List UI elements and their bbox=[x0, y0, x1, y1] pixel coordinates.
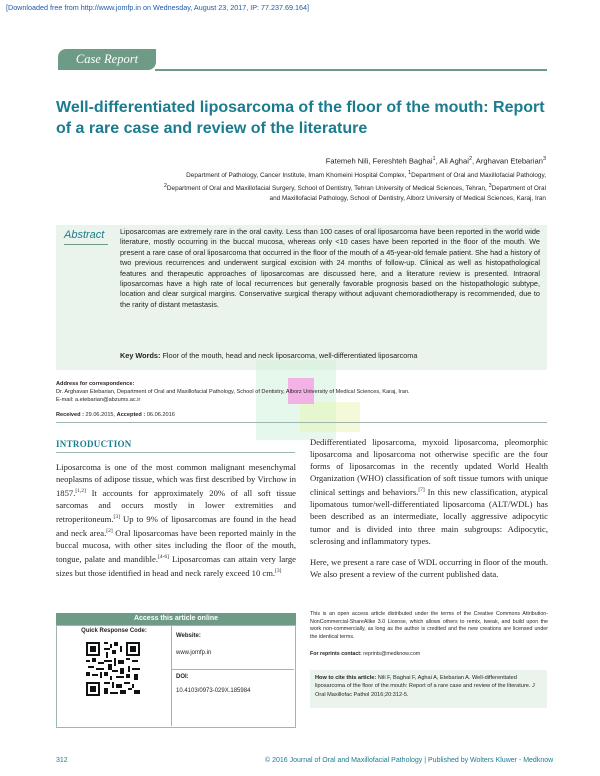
page-number: 312 bbox=[56, 757, 68, 764]
correspondence-label: Address for correspondence: bbox=[56, 381, 135, 387]
accepted-label: Accepted : bbox=[116, 412, 146, 418]
author-3-sup: 3 bbox=[542, 156, 546, 162]
right-paragraph-1 bbox=[310, 436, 548, 547]
header-rule bbox=[155, 69, 547, 71]
ref-4[interactable]: [4-6] bbox=[157, 554, 169, 561]
author-1-sup: 1 bbox=[432, 156, 436, 162]
author-list bbox=[60, 156, 546, 166]
website-link[interactable]: www.jomfp.in bbox=[176, 650, 212, 656]
qr-code-icon[interactable] bbox=[86, 642, 140, 696]
website-label: Website: bbox=[176, 633, 201, 639]
affil-sup2: 2 bbox=[163, 183, 167, 190]
citation-body: Nili F, Baghai F, Aghai A, Etebarian A. Well-differentiated liposarcoma of the floor of the mouth: Report of a rare case and review of the literature. J Oral Maxillofac Pathol 2016;20:312-5. bbox=[315, 675, 535, 698]
intro-s2: It accounts for approximately 20% of all soft tissue sarcomas and occurs mostly in lower extremities and retroperitoneum. bbox=[56, 488, 296, 525]
correspondence-email: E-mail: a.etebarian@abzums.ac.ir bbox=[56, 397, 141, 404]
section-tab: Case Report bbox=[58, 49, 156, 70]
introduction-text bbox=[56, 461, 296, 579]
citation-text bbox=[315, 674, 543, 699]
divider bbox=[56, 422, 547, 423]
access-divider-h bbox=[172, 669, 294, 670]
intro-s3: Up to 9% of liposarcomas are found in the head and neck area. bbox=[56, 514, 296, 539]
affil-sup3: 3 bbox=[488, 183, 492, 190]
ref-3[interactable]: [2] bbox=[106, 528, 113, 535]
doi-link[interactable]: 10.4103/0973-029X.185984 bbox=[176, 688, 251, 694]
keywords bbox=[120, 351, 540, 360]
intro-s5: Liposarcomas can attain very large sizes but those identified in head and neck rarely exceed 10 cm. bbox=[56, 554, 296, 579]
article-title: Well-differentiated liposarcoma of the floor of the mouth: Report of a rare case and review of the literature bbox=[56, 99, 545, 137]
citation-label: How to cite this article: bbox=[315, 675, 377, 681]
access-online-header: Access this article online bbox=[56, 613, 296, 625]
correspondence bbox=[56, 380, 546, 405]
affil-line2: Department of Oral and Maxillofacial Surgery, School of Dentistry, Tehran University of Medical Sciences, Tehran, bbox=[166, 185, 489, 193]
received-date: 29.06.2015, bbox=[83, 412, 117, 418]
ref-2[interactable]: [3] bbox=[113, 514, 120, 521]
introduction-heading: INTRODUCTION bbox=[56, 439, 132, 449]
introduction-rule bbox=[56, 452, 295, 453]
affil-line1: Department of Pathology, Cancer Institute, Imam Khomeini Hospital Complex, bbox=[186, 172, 409, 180]
affiliations bbox=[60, 168, 546, 204]
reprints-email[interactable]: reprints@medknow.com bbox=[361, 651, 421, 657]
intro-s4: Oral liposarcomas have been reported mainly in the buccal mucosa, with other sites including the floor of the mouth, tongue, palate and mandible. bbox=[56, 528, 296, 565]
ref-5[interactable]: [3] bbox=[275, 568, 282, 575]
author-2: , Ali Aghai bbox=[435, 156, 469, 166]
journal-footer: © 2016 Journal of Oral and Maxillofacial Pathology | Published by Wolters Kluwer - Medknow bbox=[265, 757, 554, 764]
right-s2: In this new classification, atypical lipomatous tumor/well-differentiated liposarcoma (ALT/WDL) has been described as an intermediate, locally aggressive adipocytic tumor and is divided into three main subgroups: Adipocytic, sclerosing and inflammatory types. bbox=[310, 487, 548, 546]
doi-label: DOI: bbox=[176, 674, 189, 680]
download-banner: [Downloaded free from http://www.jomfp.in on Wednesday, August 23, 2017, IP: 77.237.69.164] bbox=[6, 3, 309, 12]
abstract-rule bbox=[64, 244, 108, 245]
qr-label: Quick Response Code: bbox=[81, 628, 147, 634]
ref-7[interactable]: [7] bbox=[418, 487, 425, 494]
author-2-sup: 2 bbox=[468, 156, 472, 162]
author-1: Fatemeh Nili, Fereshteh Baghai bbox=[325, 156, 433, 166]
affil-line1b: Department of Oral and Maxillofacial Pathology, bbox=[411, 172, 546, 180]
keywords-label: Key Words: bbox=[120, 351, 161, 360]
right-paragraph-2: Here, we present a rare case of WDL occurring in floor of the mouth. We also present a review of the current published data. bbox=[310, 556, 548, 579]
reprints bbox=[310, 651, 420, 657]
license-text: This is an open access article distributed under the terms of the Creative Commons Attribution-NonCommercial-ShareAlike 3.0 License, which allows others to remix, tweak, and build upon the work non-commercially, as long as the author is credited and the new creations are licensed under the identical terms. bbox=[310, 611, 548, 640]
access-divider-v bbox=[171, 626, 172, 726]
right-column-text bbox=[310, 436, 548, 580]
watermark-block-2 bbox=[300, 402, 360, 432]
right-s1: Dedifferentiated liposarcoma, myxoid liposarcoma, pleomorphic liposarcoma and liposarcoma not otherwise specific are the four forms of liposarcomas in the recently updated World Health Organization (WHO) classification of soft tissue tumors with unique clinical settings and behaviors. bbox=[310, 437, 548, 498]
author-3: , Arghavan Etebarian bbox=[472, 156, 543, 166]
received-dates bbox=[56, 412, 175, 418]
affil-line3: and Maxillofacial Pathology, School of Dentistry, Alborz University of Medical Sciences, Karaj, Iran bbox=[269, 195, 546, 203]
received-label: Received : bbox=[56, 412, 84, 418]
ref-1[interactable]: [1,2] bbox=[75, 488, 86, 495]
intro-paragraph bbox=[56, 461, 296, 579]
affil-line2b: Department of Oral bbox=[491, 185, 546, 193]
abstract-label: Abstract bbox=[64, 229, 105, 241]
abstract-text: Liposarcomas are extremely rare in the oral cavity. Less than 100 cases of oral liposarcoma have been reported in the world wide literature, mostly occurring in the buccal mucosa, whereas only <10 cases have been reported in the floor of the mouth. We present a rare case of oral liposarcoma that occurred in the floor of the mouth of a 45-year-old female patient. She had a history of two previous recurrences and underwent surgical excision with 24 months of follow-up. Clinical as well as histopathological features and therapeutic approaches of liposarcomas are discussed here, and a literature review is presented. Intraoral liposarcomas have a high rate of local recurrences but generally favorable prognosis based on the histopathologic subtype, location and clear surgical margins. Conservative surgical therapy without adjuvant chemoradiotherapy is recommended, due to the rarity of distant metastasis. bbox=[120, 227, 540, 309]
intro-s1: Liposarcoma is one of the most common malignant mesenchymal neoplasms of adipose tissue, which was first described by Virchow in 1857. bbox=[56, 462, 296, 499]
accepted-date: 06.06.2016 bbox=[145, 412, 175, 418]
keywords-value: Floor of the mouth, head and neck liposarcoma, well-differentiated liposarcoma bbox=[160, 351, 418, 360]
affil-sup1: 1 bbox=[408, 170, 412, 176]
correspondence-address: Dr. Arghavan Etebarian, Department of Oral and Maxillofacial Pathology, School of Dentistry, Alborz University of Medical Sciences, Karaj, Iran. bbox=[56, 389, 410, 396]
reprints-label: For reprints contact: bbox=[310, 651, 362, 657]
